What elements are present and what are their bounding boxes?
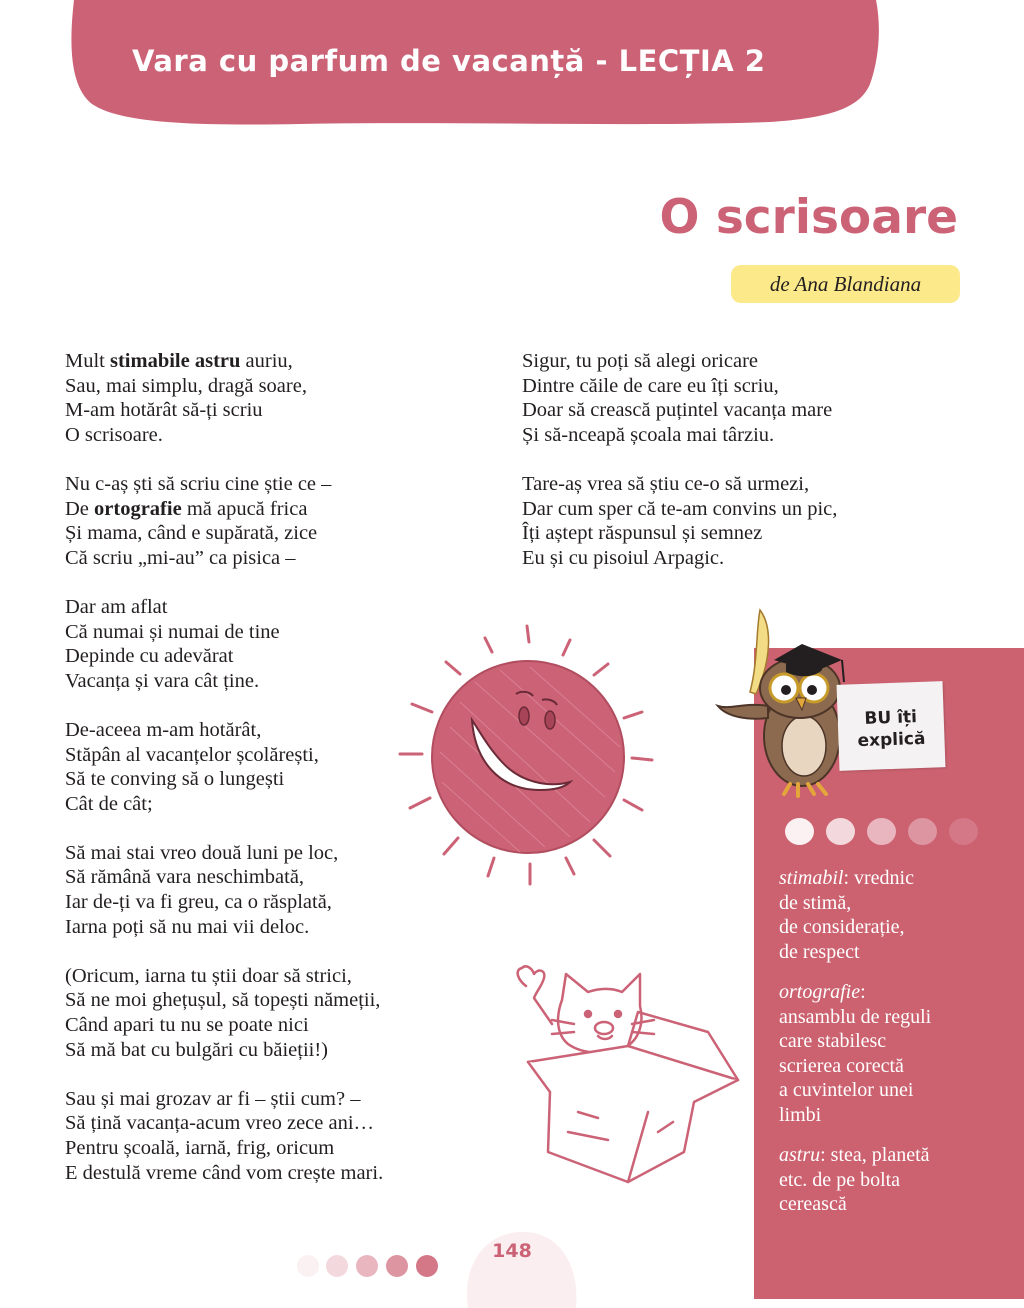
poem-line	[65, 669, 383, 694]
poem-line	[65, 964, 383, 989]
bu-explains-badge	[837, 681, 946, 771]
poem-keyword: ortografie	[94, 497, 182, 520]
poem-line	[522, 546, 837, 571]
poem-line-text: Îți aștept răspunsul și semnez	[522, 522, 763, 545]
dot-2	[826, 818, 855, 845]
poem-title: O scrisoare	[659, 190, 958, 245]
footer-dot-3	[356, 1255, 378, 1277]
poem-line	[65, 792, 383, 817]
dot-3	[867, 818, 896, 845]
poem-line-text: Cât de cât;	[65, 792, 153, 815]
poem-line-text: Să te conving să o lungești	[65, 768, 285, 791]
poem-line	[65, 890, 383, 915]
poem-line-text: Să mai stai vreo două luni pe loc,	[65, 841, 339, 864]
poem-line-text: Nu c-aș ști să scriu cine știe ce –	[65, 472, 332, 495]
poem-line-text: Să țină vacanța-acum vreo zece ani…	[65, 1112, 375, 1135]
poem-line	[65, 472, 383, 497]
footer-dot-1	[297, 1255, 319, 1277]
poem-line-text: Dintre căile de care eu îți scriu,	[522, 374, 779, 397]
poem-line	[65, 349, 383, 374]
poem-line	[65, 767, 383, 792]
page-number: 148	[492, 1240, 532, 1262]
poem-line-text: E destulă vreme când vom crește mari.	[65, 1161, 384, 1184]
poem-stanza	[65, 841, 383, 939]
poem-line-text: Iarna poți să nu mai vii deloc.	[65, 915, 310, 938]
poem-line-text: O scrisoare.	[65, 423, 163, 446]
poem-stanza	[65, 349, 383, 447]
poem-line-text: Că numai și numai de tine	[65, 620, 280, 643]
poem-line	[522, 398, 837, 423]
poem-line-text: Stăpân al vacanțelor școlărești,	[65, 743, 319, 766]
poem-line-text: Vacanța și vara cât ține.	[65, 669, 260, 692]
poem-line-text: Dar cum sper că te-am convins un pic,	[522, 497, 838, 520]
footer-dot-5	[416, 1255, 438, 1277]
poem-line	[65, 718, 383, 743]
poem-line-text: Să ne moi ghețușul, să topești nămeții,	[65, 989, 381, 1012]
glossary-line: stimabil: vrednic	[779, 867, 914, 889]
poem-column-right	[522, 349, 837, 595]
poem-line-text: Când apari tu nu se poate nici	[65, 1014, 309, 1037]
poem-line	[65, 915, 383, 940]
glossary-line: scrierea corectă	[779, 1054, 904, 1077]
poem-line-text: auriu,	[240, 350, 293, 372]
poem-line-text: Pentru școală, iarnă, frig, oricum	[65, 1137, 335, 1159]
dot-1	[785, 818, 814, 845]
footer-dot-2	[326, 1255, 348, 1277]
sun-illustration	[380, 612, 670, 897]
poem-line-text: Sau, mai simplu, dragă soare,	[65, 374, 307, 397]
poem-line-text: Și mama, când e supărată, zice	[65, 522, 318, 545]
glossary-line: astru: stea, planetă	[779, 1144, 930, 1166]
poem-line-text: Tare-aș vrea să știu ce-o să urmezi,	[522, 472, 810, 495]
glossary-line: de considerație,	[779, 916, 905, 938]
glossary-line: care stabilesc	[779, 1030, 887, 1052]
poem-line	[65, 1161, 383, 1186]
poem-stanza	[65, 595, 383, 693]
badge-line-2: explică	[857, 728, 926, 752]
poem-line-text: Doar să crească puțintel vacanța mare	[522, 399, 833, 422]
poem-line	[522, 497, 837, 522]
poem-line	[65, 398, 383, 423]
glossary-line: de stimă,	[779, 891, 852, 914]
poem-keyword: stimabile astru	[110, 350, 241, 372]
poem-stanza	[65, 964, 383, 1062]
poem-line-text: Sigur, tu poți să alegi oricare	[522, 350, 759, 372]
poem-column-left	[65, 349, 383, 1210]
glossary-line: ansamblu de reguli	[779, 1005, 932, 1028]
poem-author: de Ana Blandiana	[769, 272, 922, 296]
dot-5	[949, 818, 978, 845]
poem-line-text: Iar de-ți va fi greu, ca o răsplată,	[65, 891, 332, 914]
poem-stanza	[65, 472, 383, 570]
badge-line-1: BU îți	[864, 707, 918, 729]
glossary-line: limbi	[779, 1103, 822, 1126]
poem-line-text: Dar am aflat	[65, 595, 168, 618]
poem-line	[65, 743, 383, 768]
glossary-entry-ortografie	[779, 980, 931, 1127]
poem-line	[65, 497, 383, 522]
dot-4	[908, 818, 937, 845]
poem-line	[65, 988, 383, 1013]
poem-line-text: Mult	[65, 350, 110, 372]
poem-line-text: Și să-nceapă școala mai târziu.	[522, 423, 775, 446]
poem-line-text: Să rămână vara neschimbată,	[65, 866, 305, 889]
poem-line	[522, 521, 837, 546]
poem-line	[65, 1038, 383, 1063]
poem-line	[522, 349, 837, 374]
poem-line-text: Să mă bat cu bulgări cu băieții!)	[65, 1038, 328, 1061]
glossary-line: etc. de pe bolta	[779, 1168, 901, 1191]
author-badge	[731, 265, 960, 303]
poem-stanza	[522, 349, 837, 447]
lesson-title: Vara cu parfum de vacanță - LECȚIA 2	[132, 44, 766, 78]
glossary-line: ortografie:	[779, 981, 866, 1003]
poem-line	[522, 472, 837, 497]
poem-line-text: De-aceea m-am hotărât,	[65, 718, 262, 741]
poem-stanza	[522, 472, 837, 570]
poem-line-text: mă apucă frica	[181, 497, 308, 520]
cat-in-box-illustration	[508, 962, 744, 1192]
poem-line	[65, 374, 383, 399]
poem-line	[65, 546, 383, 571]
poem-line	[65, 620, 383, 645]
poem-line-text: M-am hotărât să-ți scriu	[65, 399, 263, 422]
poem-line	[522, 374, 837, 399]
glossary-entry-astru	[779, 1143, 930, 1217]
poem-line-text: Depinde cu adevărat	[65, 645, 234, 668]
poem-line-text: Că scriu „mi-au” ca pisica –	[65, 546, 296, 569]
glossary-line: a cuvintelor unei	[779, 1079, 914, 1101]
poem-stanza	[65, 718, 383, 816]
poem-line	[65, 865, 383, 890]
poem-line	[65, 1013, 383, 1038]
glossary-line: cerească	[779, 1193, 847, 1215]
poem-line	[65, 423, 383, 448]
poem-line	[65, 1087, 383, 1112]
glossary-entry-stimabil	[779, 866, 914, 964]
poem-line-text: Sau și mai grozav ar fi – știi cum? –	[65, 1087, 361, 1110]
poem-line	[65, 841, 383, 866]
poem-line	[65, 595, 383, 620]
poem-line-text: Eu și cu pisoiul Arpagic.	[522, 546, 725, 569]
poem-line	[65, 644, 383, 669]
poem-line	[65, 1136, 383, 1161]
glossary-line: de respect	[779, 940, 860, 963]
poem-line	[65, 521, 383, 546]
poem-line-text: (Oricum, iarna tu știi doar să strici,	[65, 964, 352, 987]
poem-stanza	[65, 1087, 383, 1185]
poem-line	[522, 423, 837, 448]
poem-line	[65, 1111, 383, 1136]
footer-dot-4	[386, 1255, 408, 1277]
poem-line-text: De	[65, 497, 95, 520]
